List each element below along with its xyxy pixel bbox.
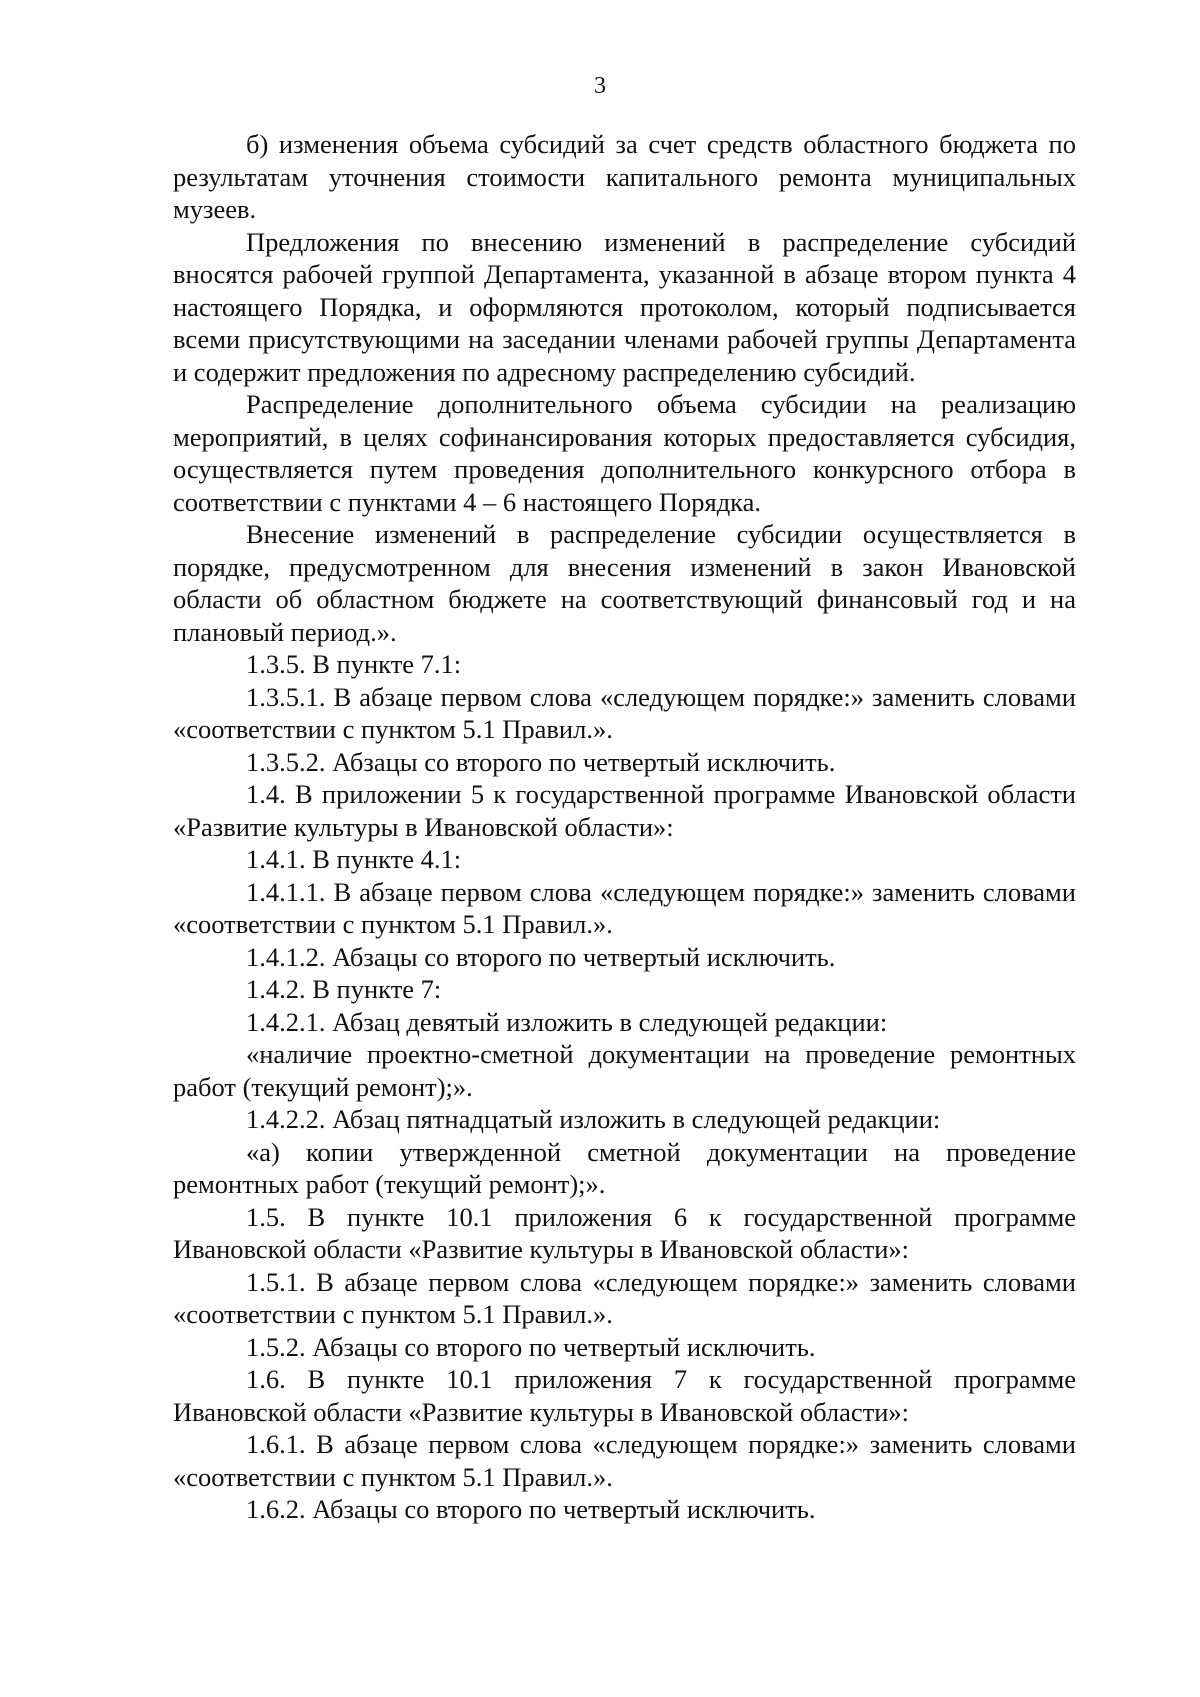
paragraph: 1.6.2. Абзацы со второго по четвертый исключить. — [246, 1494, 816, 1524]
paragraph: 1.6. В пункте 10.1 приложения 7 к государственной программе Ивановской области «Развитие культуры в Ивановской области»: — [173, 1364, 1076, 1427]
paragraph: 1.5. В пункте 10.1 приложения 6 к государственной программе Ивановской области «Развитие культуры в Ивановской области»: — [173, 1201, 1076, 1264]
paragraph: 1.4.2.1. Абзац девятый изложить в следующей редакции: — [246, 1006, 888, 1037]
paragraph: 1.6.1. В абзаце первом слова «следующем порядке:» заменить словами «соответствии с пунктом 5.1 Правил.». — [173, 1429, 1076, 1492]
paragraph: 1.3.5.2. Абзацы со второго по четвертый исключить. — [246, 746, 836, 777]
paragraph: 1.5.2. Абзацы со второго по четвертый исключить. — [246, 1331, 816, 1362]
paragraph: 1.3.5.1. В абзаце первом слова «следующем порядке:» заменить словами «соответствии с пунктом 5.1 Правил.». — [173, 681, 1076, 744]
paragraph: 1.4. В приложении 5 к государственной программе Ивановской области «Развитие культуры в Ивановской области»: — [173, 779, 1076, 842]
paragraph: 1.4.1.1. В абзаце первом слова «следующем порядке:» заменить словами «соответствии с пунктом 5.1 Правил.». — [173, 876, 1076, 939]
paragraph: 1.4.1. В пункте 4.1: — [246, 844, 462, 874]
paragraph: б) изменения объема субсидий за счет средств областного бюджета по результатам уточнения стоимости капитального ремонта муниципальных музеев. — [173, 129, 1076, 224]
document-body — [173, 128, 1076, 1526]
page-number: 3 — [594, 73, 606, 99]
paragraph: Распределение дополнительного объема субсидии на реализацию мероприятий, в целях софинансирования которых предоставляется субсидия, осуществляется путем проведения дополнительного конкурсного отбора в соответствии с пунктами 4 – 6 настоящего Порядка. — [173, 389, 1076, 517]
paragraph: «наличие проектно-сметной документации на проведение ремонтных работ (текущий ремонт);». — [173, 1039, 1076, 1102]
paragraph: «а) копии утвержденной сметной документации на проведение ремонтных работ (текущий ремонт);». — [173, 1136, 1076, 1199]
paragraph: Предложения по внесению изменений в распределение субсидий вносятся рабочей группой Департамента, указанной в абзаце втором пункта 4 настоящего Порядка, и оформляются протоколом, который подписывается всеми присутствующими на заседании членами рабочей группы Департамента и содержит предложения по адресному распределению субсидий. — [173, 226, 1076, 387]
paragraph: Внесение изменений в распределение субсидии осуществляется в порядке, предусмотренном для внесения изменений в закон Ивановской области об областном бюджете на соответствующий финансовый год и на плановый период.». — [173, 519, 1076, 647]
paragraph: 1.4.1.2. Абзацы со второго по четвертый исключить. — [246, 941, 836, 972]
paragraph: 1.3.5. В пункте 7.1: — [246, 649, 462, 679]
paragraph: 1.4.2. В пункте 7: — [246, 974, 442, 1004]
paragraph: 1.4.2.2. Абзац пятнадцатый изложить в следующей редакции: — [246, 1104, 941, 1134]
paragraph: 1.5.1. В абзаце первом слова «следующем порядке:» заменить словами «соответствии с пунктом 5.1 Правил.». — [173, 1266, 1076, 1329]
